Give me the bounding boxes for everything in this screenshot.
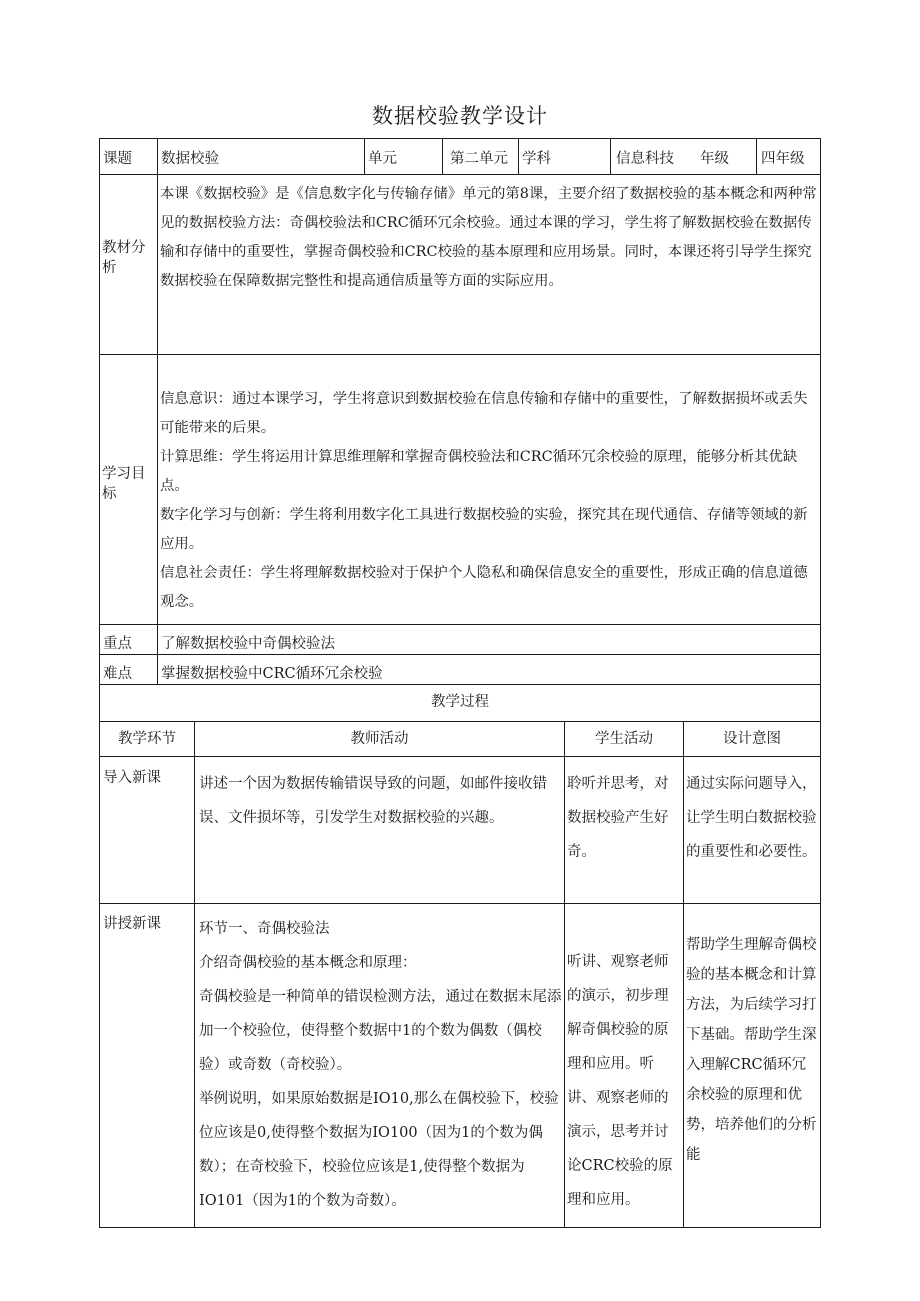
teacher-new	[197, 910, 564, 1220]
analysis-text: 本课《数据校验》是《信息数字化与传输存储》单元的第8课，主要介绍了数据校验的基本概念和两种常见的数据校验方法：奇偶校验法和CRC循环冗余校验。通过本课的学习，学生将了解数据校验在数据传输和存储中的重要性，掌握奇偶校验和CRC校验的基本原理和应用场景。同时，本课还将引导学生探究数据校验在保障数据完整性和提高通信质量等方面的实际应用。	[160, 186, 817, 289]
student-new: 听讲、观察老师的演示，初步理解奇偶校验的原理和应用。听讲、观察老师的演示，思考并讨论CRC校验的原理和应用。	[567, 954, 673, 1208]
header-student: 学生活动	[595, 731, 653, 747]
course-label: 课题	[103, 151, 132, 167]
unit-label: 单元	[368, 151, 397, 167]
teacher-line: 环节一、奇偶校验法	[199, 921, 330, 937]
teacher-line: 举例说明，如果原始数据是IO10,那么在偶校验下，校验位应该是0,使得整个数据为IO100（因为1的个数为偶数）；在奇校验下，校验位应该是1,使得整个数据为IO101（因为1的个数为奇数）。	[199, 1091, 559, 1209]
subject-value: 信息科技	[616, 151, 674, 167]
unit-value: 第二单元	[450, 151, 508, 167]
header-teacher: 教师活动	[350, 731, 409, 747]
grade-value: 四年级	[761, 151, 805, 167]
intent-new: 帮助学生理解奇偶校验的基本概念和计算方法，为后续学习打下基础。帮助学生深入理解CRC循环冗余校验的原理和优势，培养他们的分析能	[686, 937, 817, 1163]
difficulty-label: 难点	[103, 666, 132, 682]
process-title: 教学过程	[431, 694, 489, 710]
objectives-list	[158, 383, 820, 619]
stage-new: 讲授新课	[103, 916, 161, 932]
teacher-line: 介绍奇偶校验的基本概念和原理：	[199, 955, 417, 971]
analysis-label: 教材分析	[102, 240, 146, 276]
difficulty-value: 掌握数据校验中CRC循环冗余校验	[161, 666, 383, 682]
student-intro: 聆听并思考，对数据校验产生好奇。	[567, 776, 669, 860]
subject-label: 学科	[522, 151, 551, 167]
objectives-label: 学习目标	[102, 466, 146, 502]
header-intent: 设计意图	[723, 731, 781, 747]
objective-item: 计算思维：学生将运用计算思维理解和掌握奇偶校验法和CRC循环冗余校验的原理，能够分析其优缺点。	[160, 449, 798, 494]
intent-intro: 通过实际问题导入，让学生明白数据校验的重要性和必要性。	[686, 776, 817, 860]
key-point-label: 重点	[103, 636, 132, 652]
objective-item: 信息意识：通过本课学习，学生将意识到数据校验在信息传输和存储中的重要性，了解数据损坏或丢失可能带来的后果。	[160, 391, 808, 436]
key-point-value: 了解数据校验中奇偶校验法	[161, 636, 335, 652]
teacher-line: 奇偶校验是一种简单的错误检测方法，通过在数据末尾添加一个校验位，使得整个数据中1的个数为偶数（偶校验）或奇数（奇校验）。	[199, 989, 562, 1073]
header-stage: 教学环节	[118, 731, 176, 747]
grade-label: 年级	[700, 151, 729, 167]
course-value: 数据校验	[161, 151, 219, 167]
objective-item: 数字化学习与创新：学生将利用数字化工具进行数据校验的实验，探究其在现代通信、存储等领域的新应用。	[160, 507, 808, 552]
document-title: 数据校验教学设计	[372, 104, 548, 128]
stage-intro: 导入新课	[103, 770, 161, 786]
objective-item: 信息社会责任：学生将理解数据校验对于保护个人隐私和确保信息安全的重要性，形成正确的信息道德观念。	[160, 565, 808, 610]
teacher-intro: 讲述一个因为数据传输错误导致的问题，如邮件接收错误、文件损坏等，引发学生对数据校验的兴趣。	[199, 776, 547, 826]
